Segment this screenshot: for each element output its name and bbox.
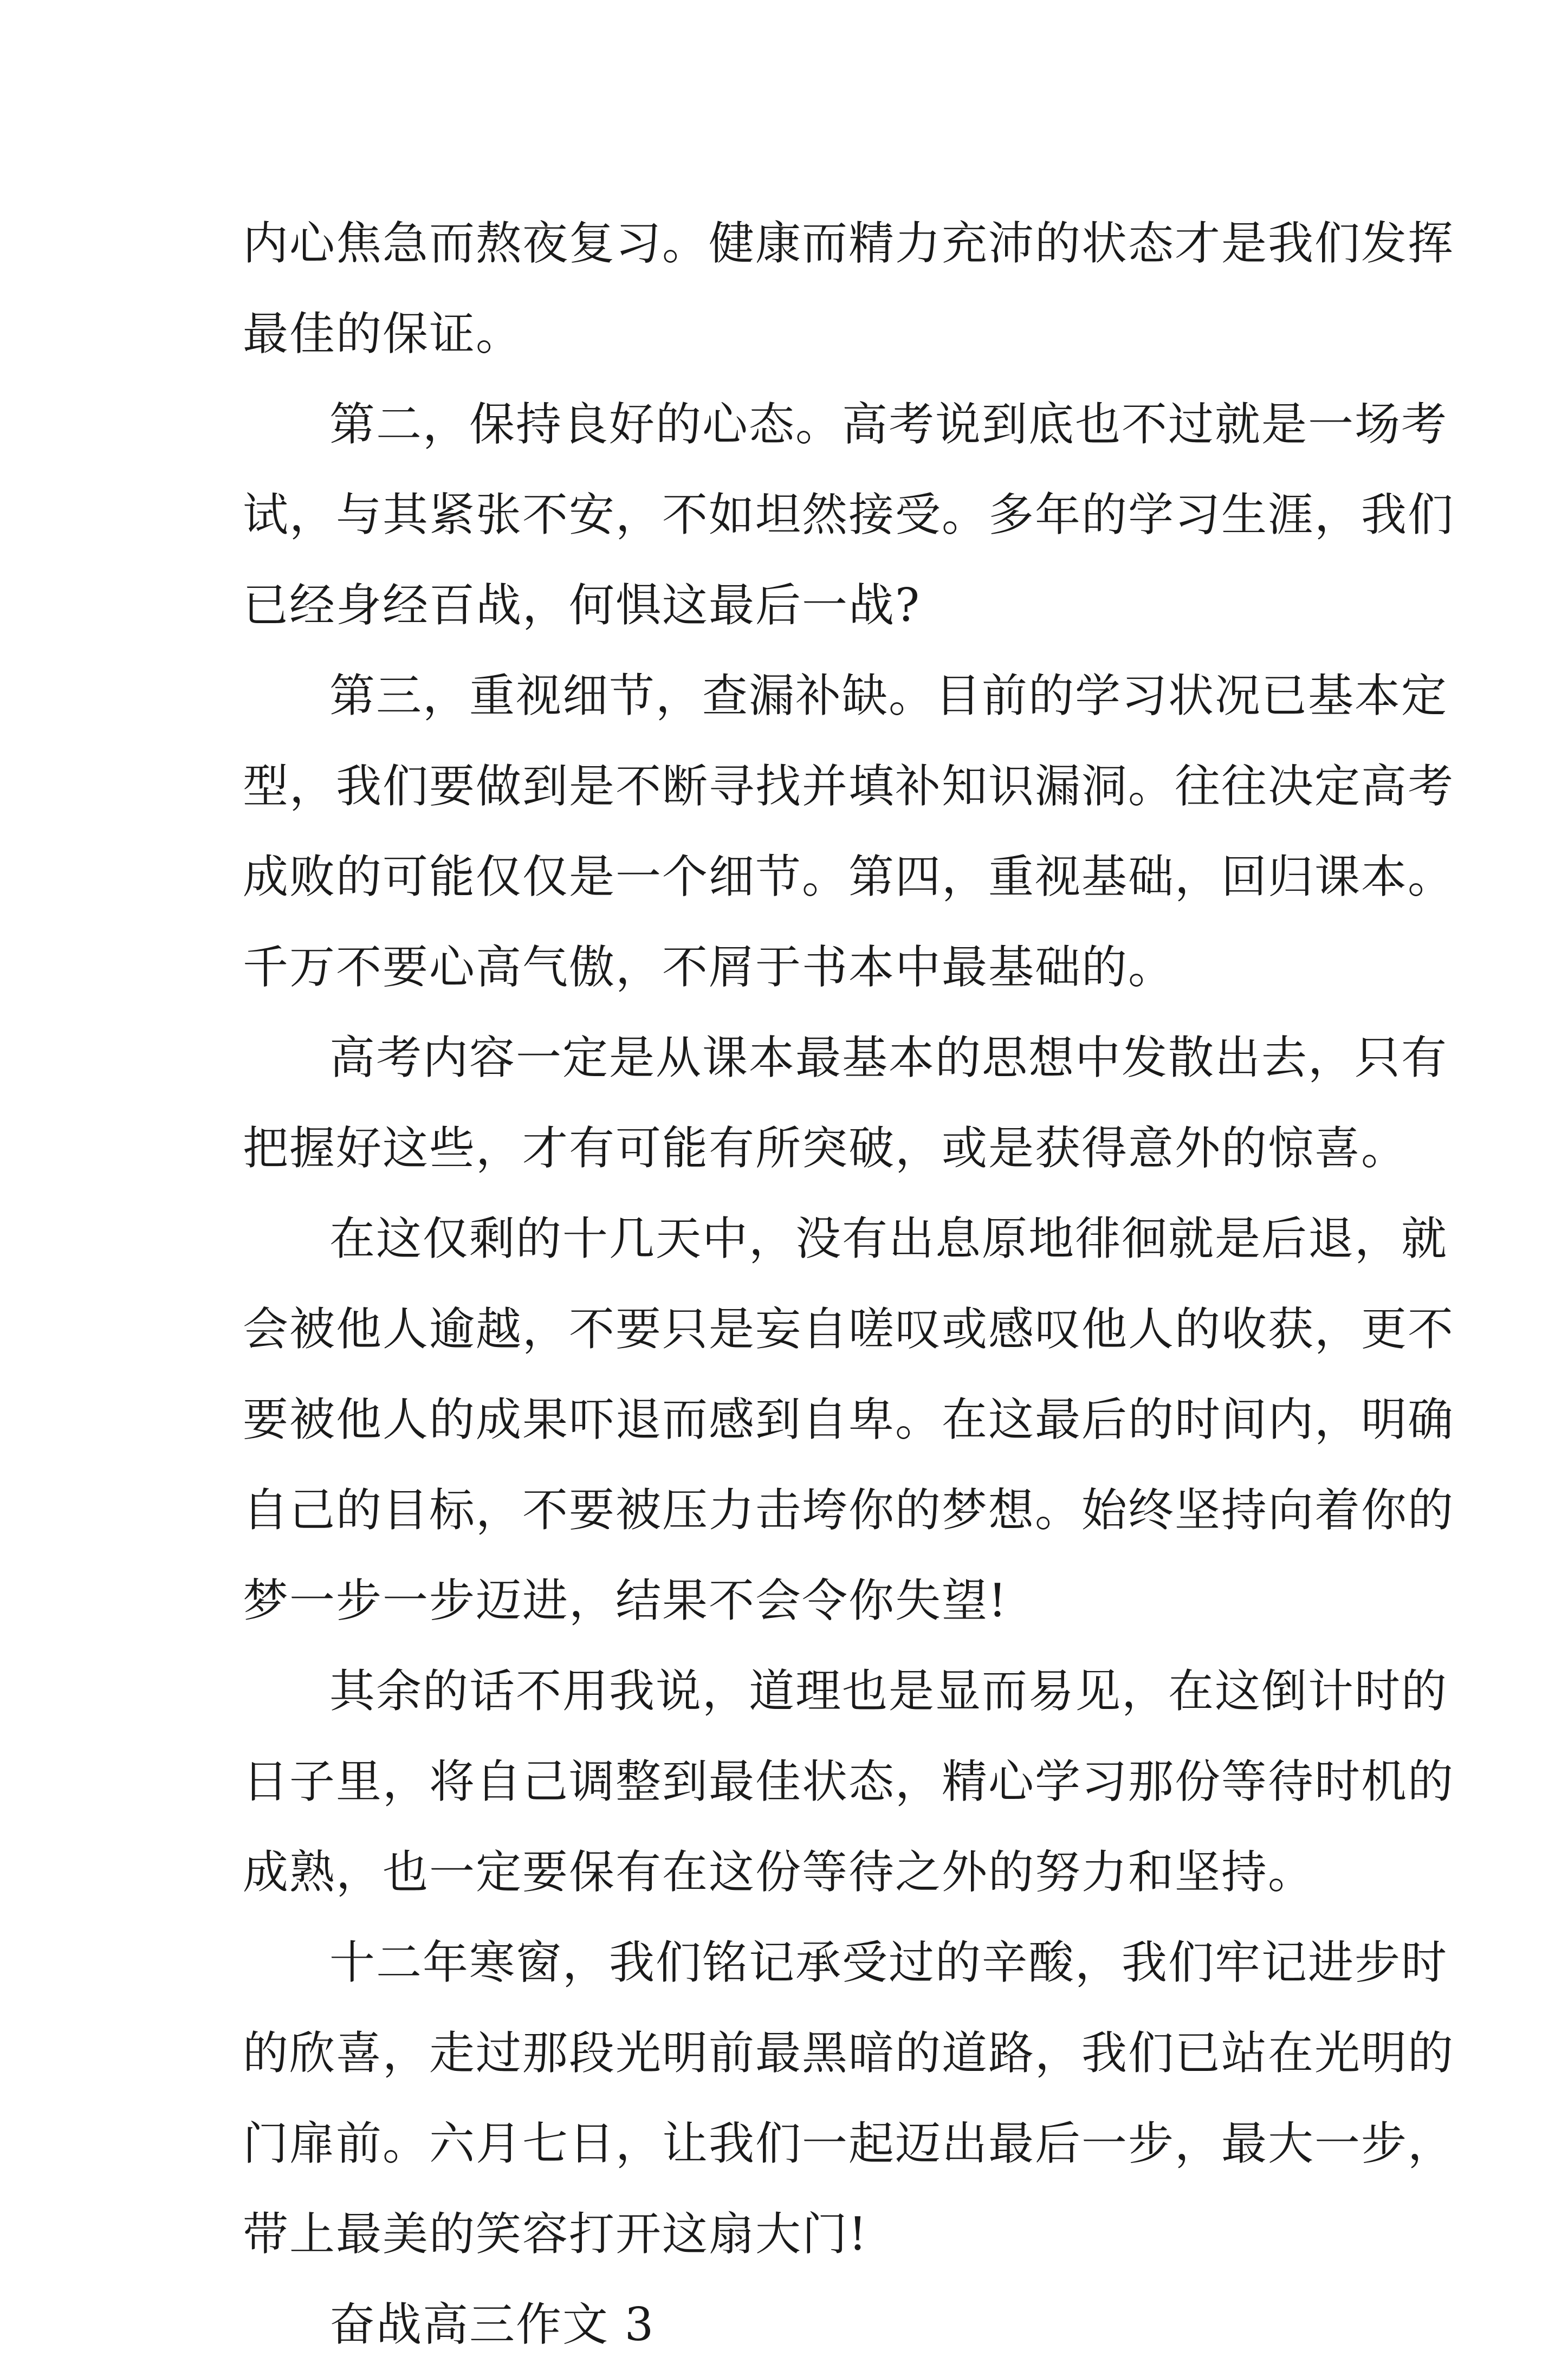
text-line: 型，我们要做到是不断寻找并填补知识漏洞。往往决定高考 xyxy=(243,760,1455,813)
text-line: 把握好这些，才有可能有所突破，或是获得意外的惊喜。 xyxy=(243,1122,1408,1175)
document-body xyxy=(243,198,1455,2370)
text-line-indented: 高考内容一定是从课本最基本的思想中发散出去，只有 xyxy=(329,1031,1448,1084)
text-line: 梦一步一步迈进，结果不会令你失望! xyxy=(243,1574,1008,1627)
paragraph xyxy=(243,1918,1455,2280)
text-line: 试，与其紧张不安，不如坦然接受。多年的学习生涯，我们 xyxy=(243,488,1455,541)
paragraph xyxy=(243,1194,1455,1646)
text-line-indented: 第二，保持良好的心态。高考说到底也不过就是一场考 xyxy=(329,398,1448,451)
paragraph xyxy=(243,379,1455,651)
paragraph xyxy=(243,198,1455,379)
text-line-indented: 第三，重视细节，查漏补缺。目前的学习状况已基本定 xyxy=(329,669,1448,722)
text-line: 自己的目标，不要被压力击垮你的梦想。始终坚持向着你的 xyxy=(243,1484,1455,1537)
text-line: 成熟，也一定要保有在这份等待之外的努力和坚持。 xyxy=(243,1846,1315,1899)
paragraph xyxy=(243,651,1455,1013)
text-line: 会被他人逾越，不要只是妄自嗟叹或感叹他人的收获，更不 xyxy=(243,1303,1455,1356)
heading-line: 奋战高三作文 3 xyxy=(329,2298,655,2351)
text-line: 日子里，将自己调整到最佳状态，精心学习那份等待时机的 xyxy=(243,1755,1455,1808)
text-line: 的欣喜，走过那段光明前最黑暗的道路，我们已站在光明的 xyxy=(243,2026,1455,2080)
paragraph xyxy=(243,1013,1448,1194)
section-heading xyxy=(243,2280,1359,2370)
text-line: 内心焦急而熬夜复习。健康而精力充沛的状态才是我们发挥 xyxy=(243,217,1455,270)
text-line: 已经身经百战，何惧这最后一战? xyxy=(243,579,921,632)
text-line: 成败的可能仅仅是一个细节。第四，重视基础，回归课本。 xyxy=(243,850,1455,903)
text-line: 最佳的保证。 xyxy=(243,307,523,360)
text-line: 要被他人的成果吓退而感到自卑。在这最后的时间内，明确 xyxy=(243,1393,1455,1446)
text-line-indented: 在这仅剩的十几天中，没有出息原地徘徊就是后退，就 xyxy=(329,1212,1448,1265)
text-line-indented: 十二年寒窗，我们铭记承受过的辛酸，我们牢记进步时 xyxy=(329,1936,1448,1989)
paragraph xyxy=(243,1646,1455,1918)
text-line: 带上最美的笑容打开这扇大门! xyxy=(243,2207,868,2261)
text-line: 门扉前。六月七日，让我们一起迈出最后一步，最大一步， xyxy=(243,2117,1455,2170)
text-line: 千万不要心高气傲，不屑于书本中最基础的。 xyxy=(243,941,1175,994)
text-line-indented: 其余的话不用我说，道理也是显而易见，在这倒计时的 xyxy=(329,1665,1448,1718)
